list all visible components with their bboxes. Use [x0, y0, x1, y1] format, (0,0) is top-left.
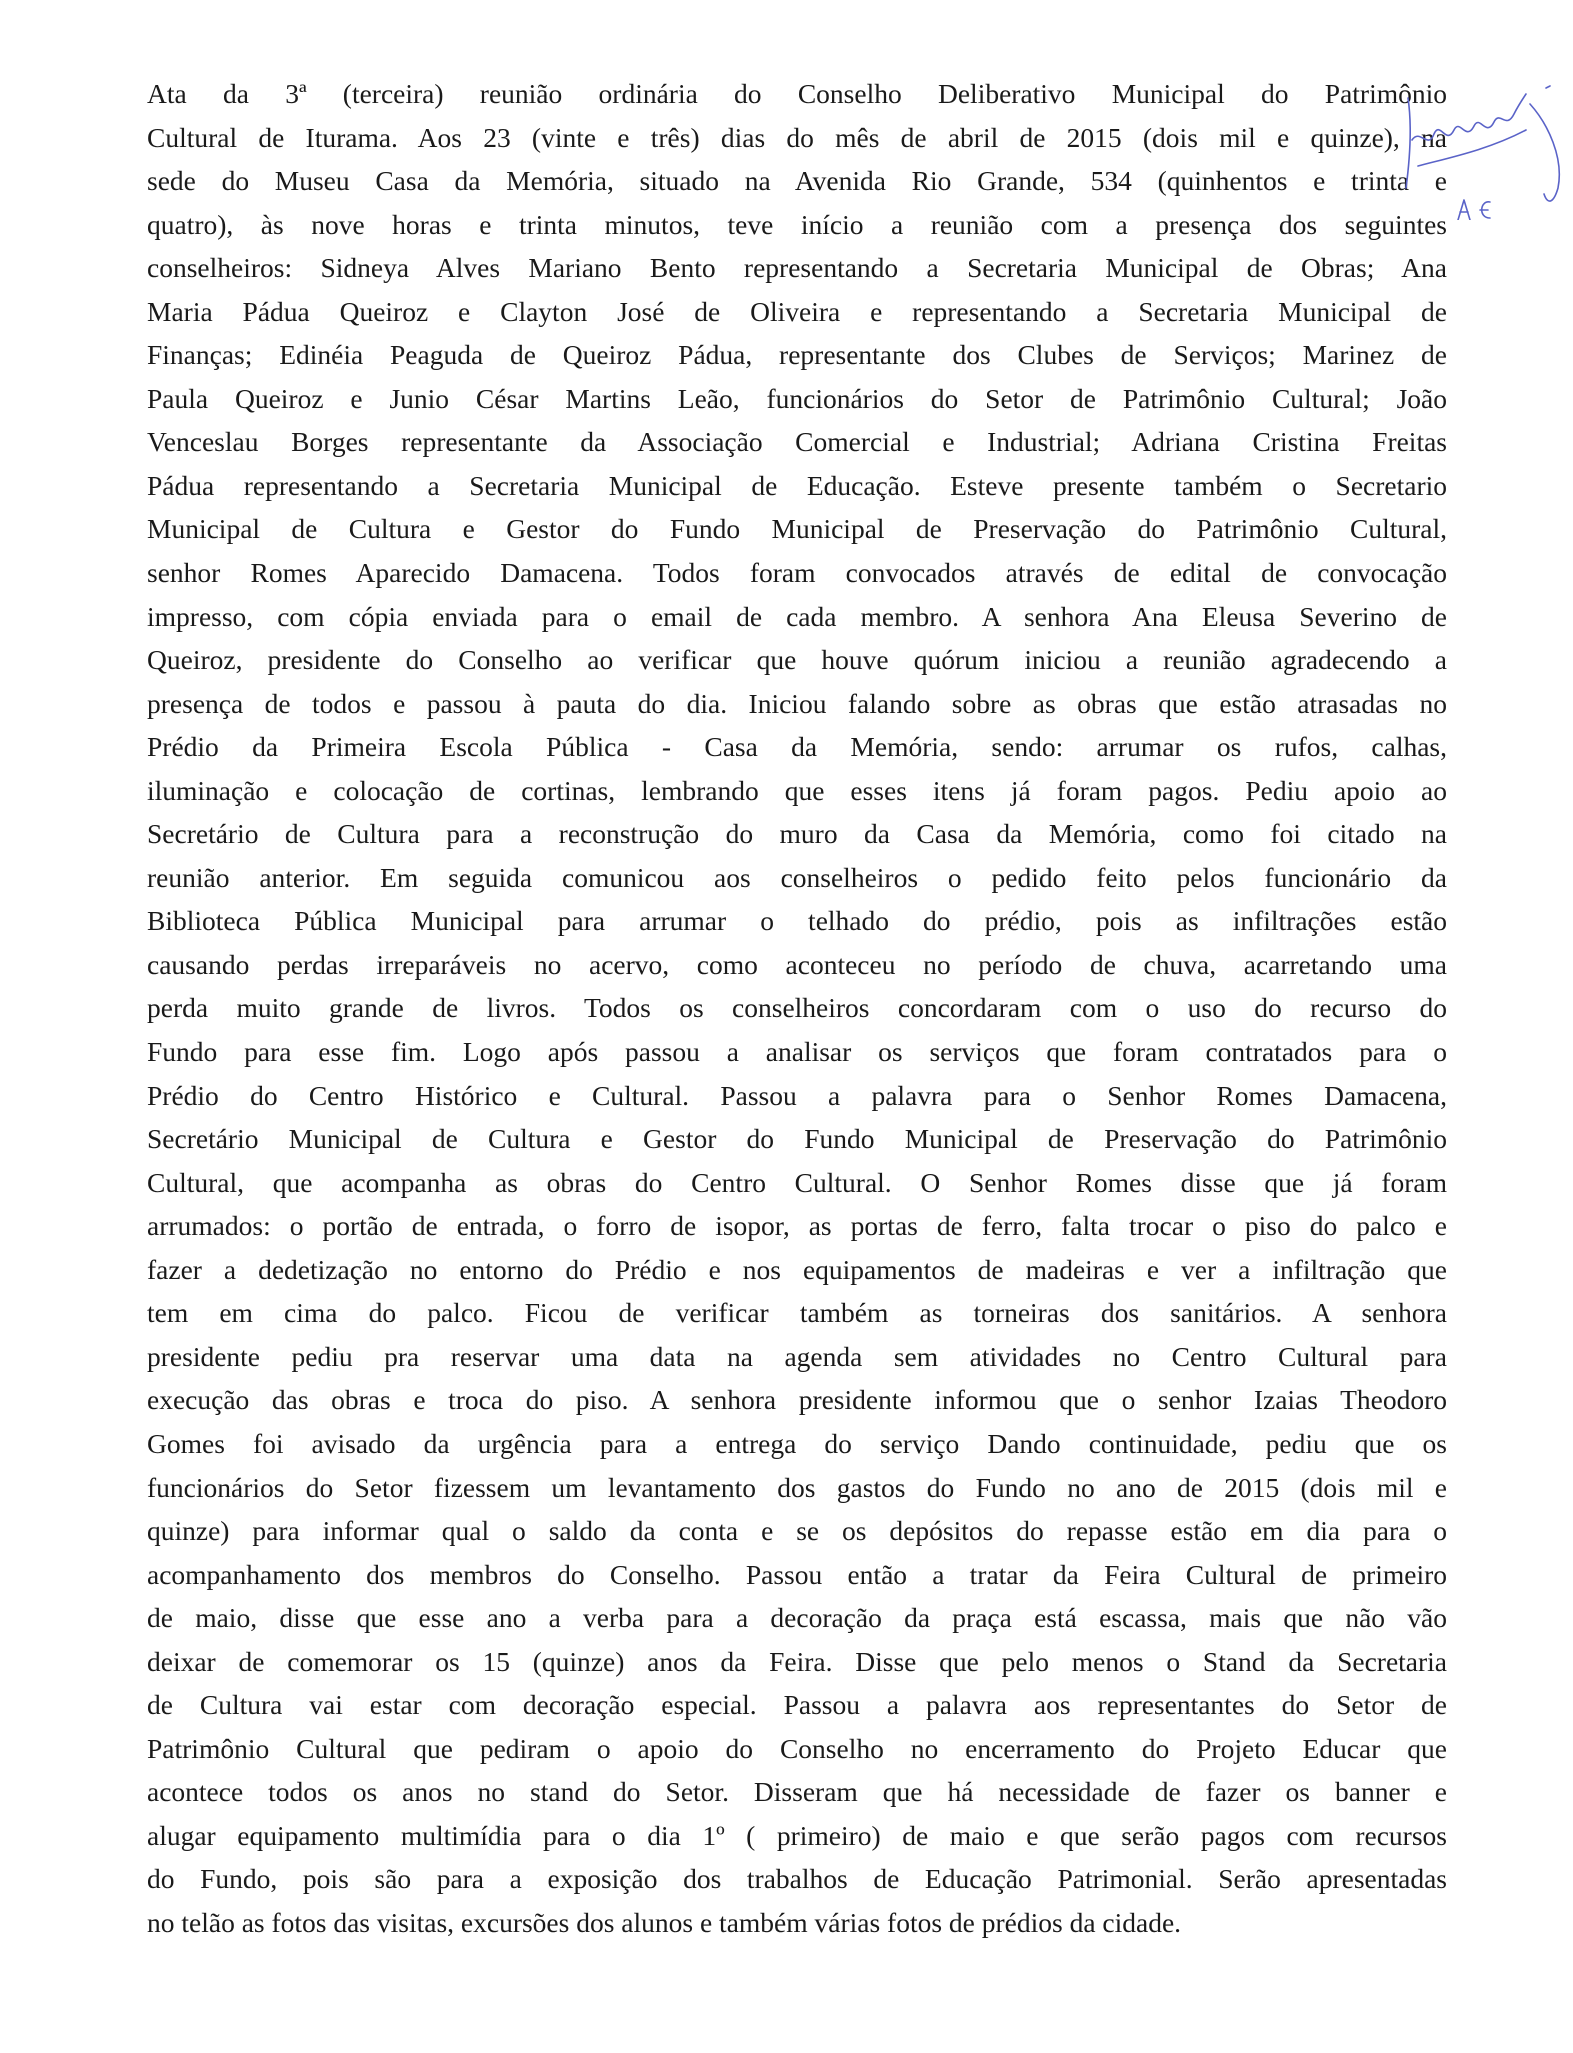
minutes-text [147, 72, 1447, 1945]
text-line-38: de Cultura vai estar com decoração especial. Passou a palavra aos representantes do Setor de [147, 1689, 1447, 1721]
text-line-7: Finanças; Edinéia Peaguda de Queiroz Pádua, representante dos Clubes de Serviços; Marinez de [147, 339, 1447, 371]
text-line-11: Municipal de Cultura e Gestor do Fundo Municipal de Preservação do Patrimônio Cultural, [147, 513, 1447, 545]
text-line-34: quinze) para informar qual o saldo da conta e se os depósitos do repasse estão em dia para o [147, 1515, 1447, 1547]
text-line-20: Biblioteca Pública Municipal para arrumar o telhado do prédio, pois as infiltrações estão [147, 905, 1447, 937]
text-line-24: Prédio do Centro Histórico e Cultural. Passou a palavra para o Senhor Romes Damacena, [147, 1079, 1447, 1111]
text-line-22: perda muito grande de livros. Todos os conselheiros concordaram com o uso do recurso do [147, 992, 1447, 1024]
signature-stroke-6 [1480, 202, 1490, 218]
text-line-35: acompanhamento dos membros do Conselho. Passou então a tratar da Feira Cultural de primeiro [147, 1558, 1447, 1590]
text-line-39: Patrimônio Cultural que pediram o apoio do Conselho no encerramento do Projeto Educar que [147, 1732, 1447, 1764]
signature-stroke-5 [1458, 200, 1470, 220]
text-line-3: sede do Museu Casa da Memória, situado na Avenida Rio Grande, 534 (quinhentos e trinta e [147, 165, 1447, 197]
text-line-13: impresso, com cópia enviada para o email de cada membro. A senhora Ana Eleusa Severino de [147, 600, 1447, 632]
text-line-40: acontece todos os anos no stand do Setor. Disseram que há necessidade de fazer os banner e [147, 1776, 1447, 1808]
text-line-33: funcionários do Setor fizessem um levantamento dos gastos do Fundo no ano de 2015 (dois mil e [147, 1471, 1447, 1503]
text-line-27: arrumados: o portão de entrada, o forro de isopor, as portas de ferro, falta trocar o piso do palco e [147, 1210, 1447, 1242]
text-line-28: fazer a dedetização no entorno do Prédio e nos equipamentos de madeiras e ver a infiltração que [147, 1253, 1447, 1285]
text-line-1: Ata da 3ª (terceira) reunião ordinária do Conselho Deliberativo Municipal do Patrimônio [147, 78, 1447, 109]
text-line-15: presença de todos e passou à pauta do dia. Iniciou falando sobre as obras que estão atrasadas no [147, 687, 1447, 719]
text-line-29: tem em cima do palco. Ficou de verificar também as torneiras dos sanitários. A senhora [147, 1297, 1447, 1329]
text-line-41: alugar equipamento multimídia para o dia 1º ( primeiro) de maio e que serão pagos com recursos [147, 1819, 1447, 1851]
text-line-31: execução das obras e troca do piso. A senhora presidente informou que o senhor Izaias Theodoro [147, 1384, 1447, 1416]
signature-stroke-2 [1412, 94, 1526, 140]
text-line-8: Paula Queiroz e Junio César Martins Leão, funcionários do Setor de Patrimônio Cultural; João [147, 382, 1447, 414]
text-line-2: Cultural de Iturama. Aos 23 (vinte e três) dias do mês de abril de 2015 (dois mil e quinze), na [147, 121, 1447, 153]
signature-stroke-7 [1546, 86, 1550, 88]
text-line-9: Venceslau Borges representante da Associação Comercial e Industrial; Adriana Cristina Freitas [147, 426, 1447, 458]
signature-stroke-4 [1530, 104, 1559, 201]
text-line-21: causando perdas irreparáveis no acervo, como aconteceu no período de chuva, acarretando uma [147, 948, 1447, 980]
text-line-42: do Fundo, pois são para a exposição dos trabalhos de Educação Patrimonial. Serão apresentadas [147, 1863, 1447, 1895]
text-line-4: quatro), às nove horas e trinta minutos, teve início a reunião com a presença dos seguintes [147, 208, 1447, 240]
text-line-6: Maria Pádua Queiroz e Clayton José de Oliveira e representando a Secretaria Municipal de [147, 295, 1447, 327]
text-line-17: iluminação e colocação de cortinas, lembrando que esses itens já foram pagos. Pediu apoio ao [147, 774, 1447, 806]
text-line-32: Gomes foi avisado da urgência para a entrega do serviço Dando continuidade, pediu que os [147, 1427, 1447, 1459]
text-line-36: de maio, disse que esse ano a verba para a decoração da praça está escassa, mais que não vão [147, 1602, 1447, 1634]
text-line-25: Secretário Municipal de Cultura e Gestor do Fundo Municipal de Preservação do Patrimônio [147, 1123, 1447, 1155]
text-line-16: Prédio da Primeira Escola Pública - Casa da Memória, sendo: arrumar os rufos, calhas, [147, 731, 1447, 763]
text-line-37: deixar de comemorar os 15 (quinze) anos da Feira. Disse que pelo menos o Stand da Secretaria [147, 1645, 1447, 1677]
text-line-26: Cultural, que acompanha as obras do Centro Cultural. O Senhor Romes disse que já foram [147, 1166, 1447, 1198]
text-line-43: no telão as fotos das visitas, excursões dos alunos e também várias fotos de prédios da cidade. [147, 1906, 1182, 1938]
text-line-10: Pádua representando a Secretaria Municipal de Educação. Esteve presente também o Secretario [147, 469, 1447, 501]
handwritten-signature-icon [1398, 70, 1573, 220]
text-line-19: reunião anterior. Em seguida comunicou aos conselheiros o pedido feito pelos funcionário da [147, 861, 1447, 893]
signature-strokes [1406, 86, 1559, 220]
signature-stroke-1 [1406, 98, 1410, 188]
text-line-14: Queiroz, presidente do Conselho ao verificar que houve quórum iniciou a reunião agradecendo a [147, 644, 1447, 676]
text-line-18: Secretário de Cultura para a reconstrução do muro da Casa da Memória, como foi citado na [147, 818, 1447, 850]
text-line-30: presidente pediu pra reservar uma data na agenda sem atividades no Centro Cultural para [147, 1340, 1447, 1372]
text-line-5: conselheiros: Sidneya Alves Mariano Bento representando a Secretaria Municipal de Obras; Ana [147, 252, 1447, 284]
text-line-23: Fundo para esse fim. Logo após passou a analisar os serviços que foram contratados para o [147, 1036, 1447, 1068]
text-line-12: senhor Romes Aparecido Damacena. Todos foram convocados através de edital de convocação [147, 557, 1447, 589]
